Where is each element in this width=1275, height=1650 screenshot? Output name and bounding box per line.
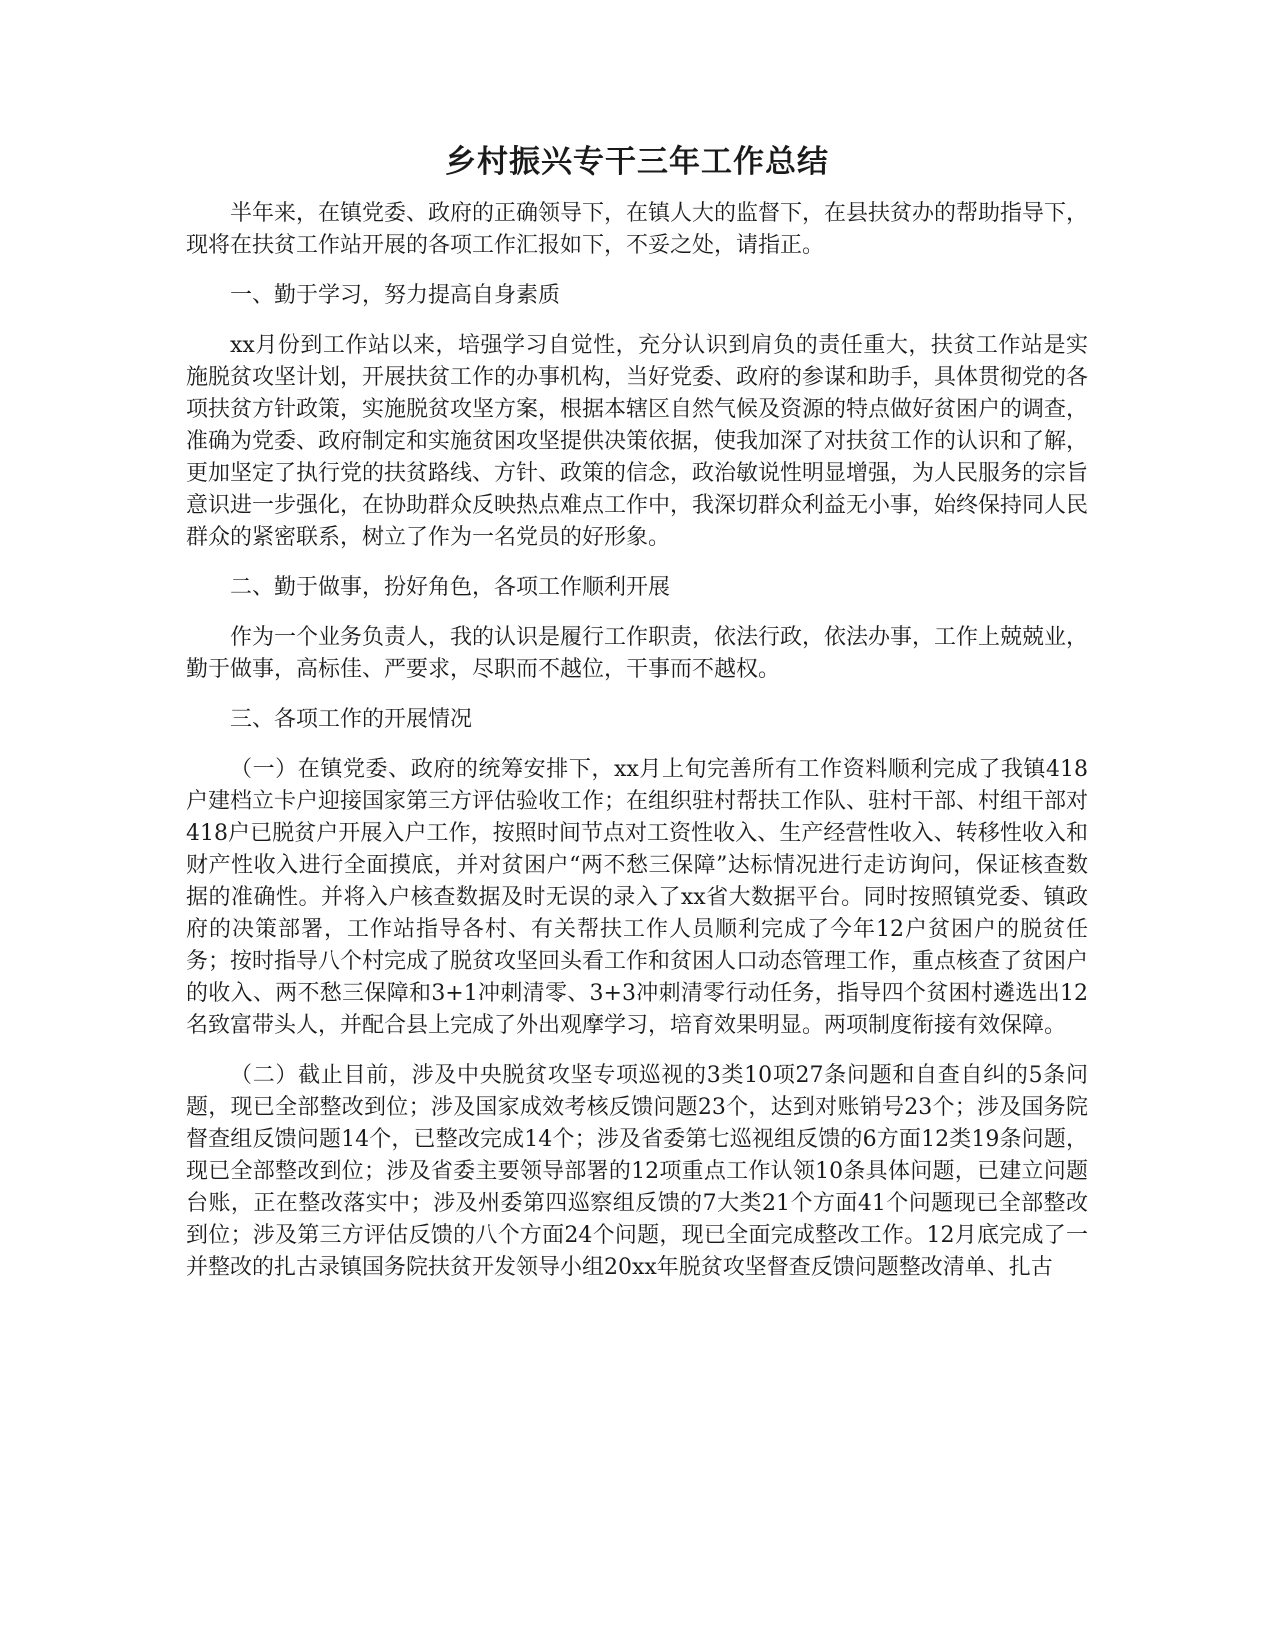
section-heading-3: 三、各项工作的开展情况 [230,707,473,732]
section-heading-1: 一、勤于学习，努力提高自身素质 [230,283,561,308]
section-3-paragraph-1: （一）在镇党委、政府的统筹安排下，xx月上旬完善所有工作资料顺利完成了我镇418户建档立卡户迎接国家第三方评估验收工作；在组织驻村帮扶工作队、驻村干部、村组干部对418户已脱贫户开展入户工作，按照时间节点对工资性收入、生产经营性收入、转移性收入和财产性收入进行全面摸底，并对贫困户“两不愁三保障”达标情况进行走访询问，保证核查数据的准确性。并将入户核查数据及时无误的录入了xx省大数据平台。同时按照镇党委、镇政府的决策部署，工作站指导各村、有关帮扶工作人员顺利完成了今年12户贫困户的脱贫任务；按时指导八个村完成了脱贫攻坚回头看工作和贫困人口动态管理工作，重点核查了贫困户的收入、两不愁三保障和3+1冲刺清零、3+3冲刺清零行动任务，指导四个贫困村遴选出12名致富带头人，并配合县上完成了外出观摩学习，培育效果明显。两项制度衔接有效保障。 [186,757,1089,1038]
section-2-paragraph: 作为一个业务负责人，我的认识是履行工作职责，依法行政，依法办事，工作上兢兢业，勤于做事，高标佳、严要求，尽职而不越位，干事而不越权。 [186,625,1089,682]
section-1-paragraph: xx月份到工作站以来，培强学习自觉性，充分认识到肩负的责任重大，扶贫工作站是实施脱贫攻坚计划，开展扶贫工作的办事机构，当好党委、政府的参谋和助手，具体贯彻党的各项扶贫方针政策，实施脱贫攻坚方案，根据本辖区自然气候及资源的特点做好贫困户的调查，准确为党委、政府制定和实施贫困攻坚提供决策依据，使我加深了对扶贫工作的认识和了解，更加坚定了执行党的扶贫路线、方针、政策的信念，政治敏说性明显增强，为人民服务的宗旨意识进一步强化，在协助群众反映热点难点工作中，我深切群众利益无小事，始终保持同人民群众的紧密联系，树立了作为一名党员的好形象。 [186,333,1089,550]
document-title: 乡村振兴专干三年工作总结 [445,144,829,180]
section-3-paragraph-2: （二）截止目前，涉及中央脱贫攻坚专项巡视的3类10项27条问题和自查自纠的5条问题，现已全部整改到位；涉及国家成效考核反馈问题23个，达到对账销号23个；涉及国务院督查组反馈问题14个，已整改完成14个；涉及省委第七巡视组反馈的6方面12类19条问题，现已全部整改到位；涉及省委主要领导部署的12项重点工作认领10条具体问题，已建立问题台账，正在整改落实中；涉及州委第四巡察组反馈的7大类21个方面41个问题现已全部整改到位；涉及第三方评估反馈的八个方面24个问题，现已全面完成整改工作。12月底完成了一并整改的扎古录镇国务院扶贫开发领导小组20xx年脱贫攻坚督查反馈问题整改清单、扎古 [186,1063,1088,1280]
section-heading-2: 二、勤于做事，扮好角色，各项工作顺利开展 [230,575,671,600]
document-page [186,140,1088,1302]
intro-paragraph: 半年来，在镇党委、政府的正确领导下，在镇人大的监督下，在县扶贫办的帮助指导下，现将在扶贫工作站开展的各项工作汇报如下，不妥之处，请指正。 [186,201,1089,258]
